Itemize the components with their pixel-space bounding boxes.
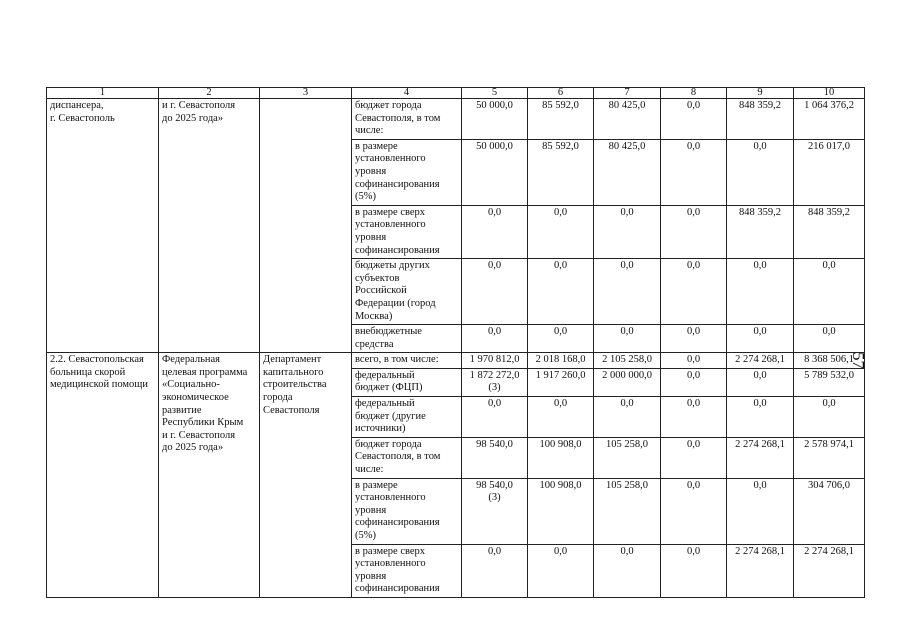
value-cell: 100 908,0 (528, 437, 594, 478)
value-cell: 98 540,0 (3) (462, 478, 528, 544)
funding-source-cell: в размере установленного уровня софинансирования (5%) (352, 478, 462, 544)
value-cell: 0,0 (661, 205, 727, 258)
value-cell: 2 274 268,1 (727, 437, 794, 478)
funding-source-cell: федеральный бюджет (ФЦП) (352, 368, 462, 396)
value-cell: 0,0 (462, 544, 528, 597)
funding-source-cell: бюджет города Севастополя, в том числе: (352, 437, 462, 478)
value-cell: 1 970 812,0 (462, 353, 528, 369)
value-cell: 216 017,0 (794, 139, 865, 205)
funding-source-cell: в размере сверх установленного уровня софинансирования (352, 205, 462, 258)
value-cell: 0,0 (661, 478, 727, 544)
value-cell: 0,0 (727, 478, 794, 544)
project-name-cell: диспансера, г. Севастополь (47, 99, 159, 353)
header-cell: 1 (47, 88, 159, 99)
funding-source-cell: в размере установленного уровня софинансирования (5%) (352, 139, 462, 205)
value-cell: 304 706,0 (794, 478, 865, 544)
value-cell: 0,0 (462, 259, 528, 325)
header-cell: 3 (260, 88, 352, 99)
value-cell: 2 018 168,0 (528, 353, 594, 369)
executor-cell: Департамент капитального строительства города Севастополя (260, 353, 352, 598)
value-cell: 2 000 000,0 (594, 368, 661, 396)
value-cell: 1 872 272,0 (3) (462, 368, 528, 396)
funding-source-cell: федеральный бюджет (другие источники) (352, 397, 462, 438)
value-cell: 100 908,0 (528, 478, 594, 544)
project-name-cell: 2.2. Севастопольская больница скорой медицинской помощи (47, 353, 159, 598)
value-cell: 0,0 (661, 353, 727, 369)
value-cell: 80 425,0 (594, 139, 661, 205)
table-row (47, 99, 865, 140)
value-cell: 2 274 268,1 (794, 544, 865, 597)
value-cell: 0,0 (661, 397, 727, 438)
funding-source-cell: всего, в том числе: (352, 353, 462, 369)
value-cell: 0,0 (661, 325, 727, 353)
funding-source-cell: в размере сверх установленного уровня софинансирования (352, 544, 462, 597)
value-cell: 848 359,2 (794, 205, 865, 258)
funding-source-cell: бюджеты других субъектов Российской Федерации (город Москва) (352, 259, 462, 325)
header-cell: 4 (352, 88, 462, 99)
value-cell: 0,0 (727, 397, 794, 438)
value-cell: 0,0 (727, 325, 794, 353)
header-cell: 8 (661, 88, 727, 99)
value-cell: 0,0 (528, 205, 594, 258)
value-cell: 85 592,0 (528, 99, 594, 140)
header-cell: 9 (727, 88, 794, 99)
value-cell: 2 105 258,0 (594, 353, 661, 369)
value-cell: 50 000,0 (462, 99, 528, 140)
value-cell: 105 258,0 (594, 437, 661, 478)
value-cell: 2 274 268,1 (727, 353, 794, 369)
header-cell: 6 (528, 88, 594, 99)
funding-source-cell: внебюджетные средства (352, 325, 462, 353)
header-cell: 2 (159, 88, 260, 99)
value-cell: 0,0 (661, 437, 727, 478)
value-cell: 0,0 (661, 544, 727, 597)
program-cell: и г. Севастополя до 2025 года» (159, 99, 260, 353)
value-cell: 0,0 (594, 205, 661, 258)
value-cell: 0,0 (661, 259, 727, 325)
value-cell: 0,0 (462, 325, 528, 353)
table-body (47, 99, 865, 598)
value-cell: 0,0 (528, 325, 594, 353)
value-cell: 2 274 268,1 (727, 544, 794, 597)
value-cell: 0,0 (462, 397, 528, 438)
value-cell: 848 359,2 (727, 205, 794, 258)
table-row (47, 353, 865, 369)
value-cell: 0,0 (794, 259, 865, 325)
value-cell: 85 592,0 (528, 139, 594, 205)
value-cell: 105 258,0 (594, 478, 661, 544)
value-cell: 80 425,0 (594, 99, 661, 140)
value-cell: 0,0 (727, 259, 794, 325)
value-cell: 2 578 974,1 (794, 437, 865, 478)
header-cell: 7 (594, 88, 661, 99)
value-cell: 0,0 (727, 139, 794, 205)
value-cell: 0,0 (594, 259, 661, 325)
executor-cell (260, 99, 352, 353)
value-cell: 0,0 (594, 397, 661, 438)
value-cell: 1 064 376,2 (794, 99, 865, 140)
value-cell: 98 540,0 (462, 437, 528, 478)
program-cell: Федеральная целевая программа «Социально- экономическое развитие Республики Крым и г. Севастополя до 2025 года» (159, 353, 260, 598)
value-cell: 0,0 (594, 544, 661, 597)
value-cell: 0,0 (661, 139, 727, 205)
value-cell: 0,0 (727, 368, 794, 396)
value-cell: 848 359,2 (727, 99, 794, 140)
header-cell: 10 (794, 88, 865, 99)
value-cell: 0,0 (794, 325, 865, 353)
value-cell: 8 368 506,1 (794, 353, 865, 369)
funding-source-cell: бюджет города Севастополя, в том числе: (352, 99, 462, 140)
value-cell: 0,0 (528, 259, 594, 325)
value-cell: 0,0 (794, 397, 865, 438)
budget-table (46, 87, 865, 598)
value-cell: 50 000,0 (462, 139, 528, 205)
value-cell: 0,0 (661, 99, 727, 140)
header-row (47, 88, 865, 99)
value-cell: 0,0 (528, 544, 594, 597)
value-cell: 0,0 (462, 205, 528, 258)
value-cell: 0,0 (661, 368, 727, 396)
page-number: 57 (849, 352, 868, 369)
value-cell: 0,0 (594, 325, 661, 353)
value-cell: 0,0 (528, 397, 594, 438)
value-cell: 5 789 532,0 (794, 368, 865, 396)
value-cell: 1 917 260,0 (528, 368, 594, 396)
header-cell: 5 (462, 88, 528, 99)
